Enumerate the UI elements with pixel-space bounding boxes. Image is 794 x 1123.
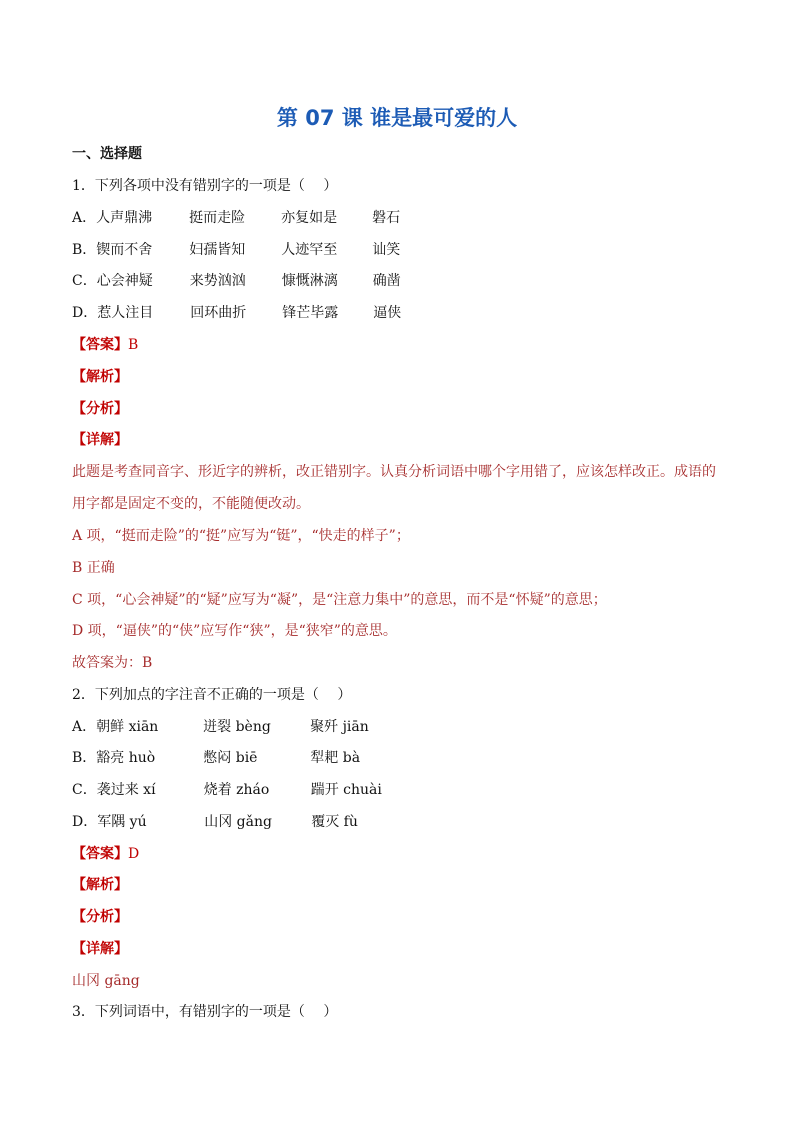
question-2-stem: 2．下列加点的字注音不正确的一项是（ ） <box>72 687 352 703</box>
q1-detail-paragraph: 此题是考查同音字、形近字的辨析，改正错别字。认真分析词语中哪个字用错了，应该怎样改正。成语的用字都是固定不变的，不能随便改动。 <box>72 464 716 512</box>
q2-fenxi-label: 【分析】 <box>72 909 128 925</box>
q1-explain-c: C 项，“心会神疑”的“疑”应写为“凝”，是“注意力集中”的意思，而不是“怀疑”的意思； <box>72 592 607 608</box>
q2-option-c: C．袭过来 xí 烧着 zháo 踹开 chuài <box>72 782 382 798</box>
q2-xiangjie-label: 【详解】 <box>72 941 128 957</box>
option-letter: B． <box>72 242 97 258</box>
q1-option-a: A．人声鼎沸 挺而走险 亦复如是 磐石 <box>72 210 401 226</box>
page-title: 第 07 课 谁是最可爱的人 <box>276 106 518 130</box>
q2-jiexi-label: 【解析】 <box>72 877 128 893</box>
section-heading: 一、选择题 <box>72 146 142 162</box>
q2-option-a: A．朝鲜 xiān 迸裂 bèng 聚歼 jiān <box>72 719 369 735</box>
q1-option-d: D．惹人注目 回环曲折 锋芒毕露 逼侠 <box>72 305 402 321</box>
q2-option-d: D．军隅 yú 山冈 gǎng 覆灭 fù <box>72 814 358 830</box>
question-3-stem: 3．下列词语中，有错别字的一项是（ ） <box>72 1004 338 1020</box>
q1-fenxi-label: 【分析】 <box>72 401 128 417</box>
q1-explain-b: B 正确 <box>72 560 115 576</box>
q1-xiangjie-label: 【详解】 <box>72 432 128 448</box>
option-letter: C． <box>72 782 97 798</box>
option-letter: C． <box>72 273 97 289</box>
q1-answer: 【答案】B <box>72 337 139 353</box>
option-letter: D． <box>72 305 98 321</box>
q1-explain-a: A 项，“挺而走险”的“挺”应写为“铤”，“快走的样子”； <box>72 528 410 544</box>
q1-option-b: B．锲而不舍 妇孺皆知 人迹罕至 讪笑 <box>72 242 401 258</box>
option-letter: D． <box>72 814 98 830</box>
q2-option-b: B．豁亮 huò 憋闷 biē 犁耙 bà <box>72 750 361 766</box>
q1-explain-d: D 项，“逼侠”的“侠”应写作“狭”，是“狭窄”的意思。 <box>72 623 397 639</box>
q1-option-c: C．心会神疑 来势汹汹 慷慨淋漓 确凿 <box>72 273 401 289</box>
q2-answer: 【答案】D <box>72 846 140 862</box>
question-1-stem: 1．下列各项中没有错别字的一项是（ ） <box>72 178 338 194</box>
q1-final-answer: 故答案为：B <box>72 655 153 671</box>
option-letter: B． <box>72 750 97 766</box>
q1-jiexi-label: 【解析】 <box>72 369 128 385</box>
option-letter: A． <box>72 210 97 226</box>
q2-detail: 山冈 gāng <box>72 973 140 989</box>
option-letter: A． <box>72 719 97 735</box>
